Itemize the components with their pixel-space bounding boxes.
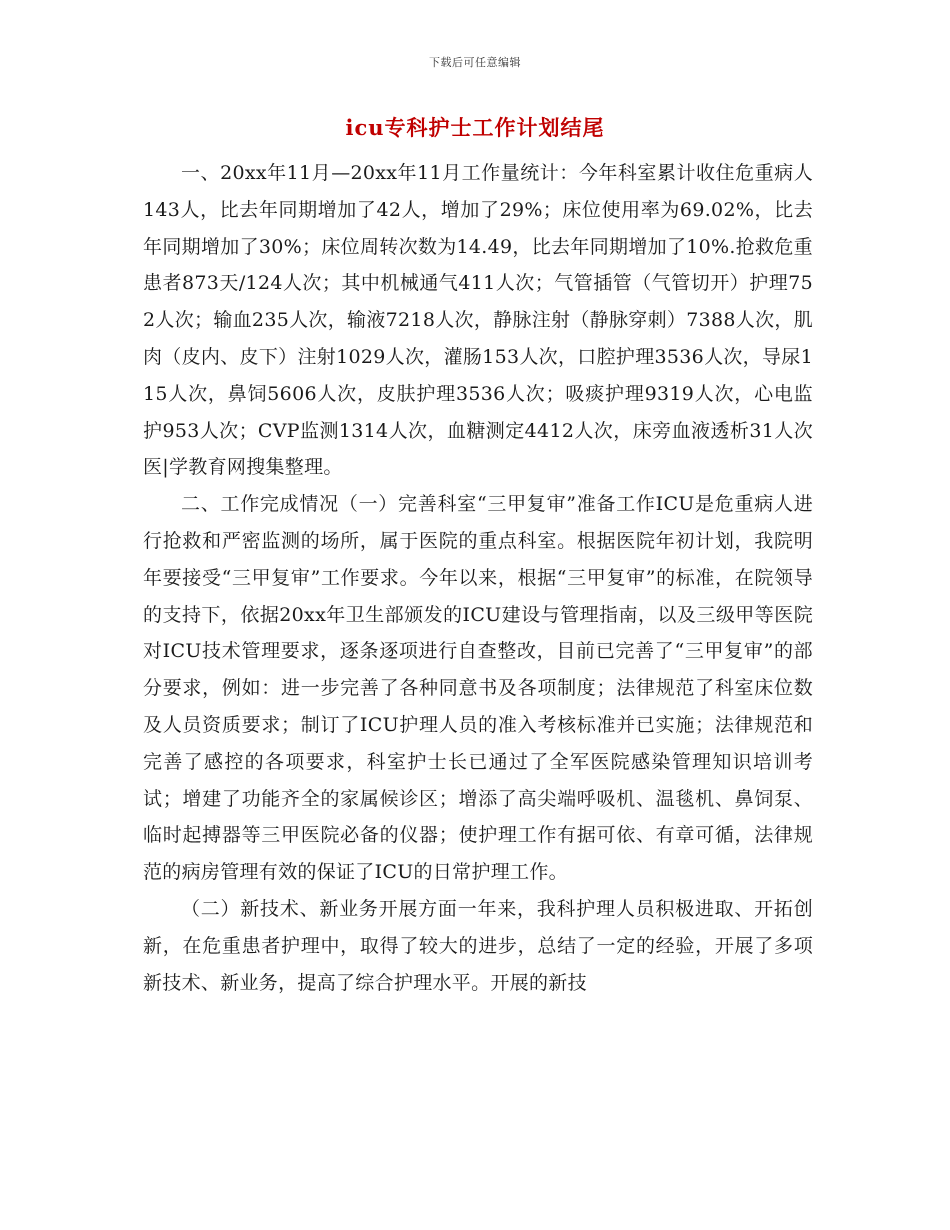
header-note: 下载后可任意编辑 [429,56,521,69]
paragraph-work-completion: 二、工作完成情况（一）完善科室“三甲复审”准备工作ICU是危重病人进行抢救和严密监测的场所，属于医院的重点科室。根据医院年初计划，我院明年要接受“三甲复审”工作要求。今年以来，根据“三甲复审”的标准，在院领导的支持下，依据20xx年卫生部颁发的ICU建设与管理指南，以及三级甲等医院对ICU技术管理要求，逐条逐项进行自查整改，目前已完善了“三甲复审”的部分要求，例如：进一步完善了各种同意书及各项制度；法律规范了科室床位数及人员资质要求；制订了ICU护理人员的准入考核标准并已实施；法律规范和完善了感控的各项要求，科室护士长已通过了全军医院感染管理知识培训考试；增建了功能齐全的家属候诊区；增添了高尖端呼吸机、温毯机、鼻饲泵、临时起搏器等三甲医院必备的仪器；使护理工作有据可依、有章可循，法律规范的病房管理有效的保证了ICU的日常护理工作。 [143,493,813,884]
document-body [143,155,813,1001]
document-title: icu专科护士工作计划结尾 [345,115,605,140]
paragraph-new-techniques: （二）新技术、新业务开展方面一年来，我科护理人员积极进取、开拓创新，在危重患者护理中，取得了较大的进步，总结了一定的经验，开展了多项新技术、新业务，提高了综合护理水平。开展的新技 [143,897,813,994]
paragraph-workload-statistics: 一、20xx年11月—20xx年11月工作量统计：今年科室累计收住危重病人143人，比去年同期增加了42人，增加了29%；床位使用率为69.02%，比去年同期增加了30%；床位周转次数为14.49，比去年同期增加了10%.抢救危重患者873天/124人次；其中机械通气411人次；气管插管（气管切开）护理752人次；输血235人次，输液7218人次，静脉注射（静脉穿刺）7388人次，肌肉（皮内、皮下）注射1029人次，灌肠153人次，口腔护理3536人次，导尿115人次，鼻饲5606人次，皮肤护理3536人次；吸痰护理9319人次，心电监护953人次；CVP监测1314人次，血糖测定4412人次，床旁血液透析31人次医|学教育网搜集整理。 [143,162,813,479]
